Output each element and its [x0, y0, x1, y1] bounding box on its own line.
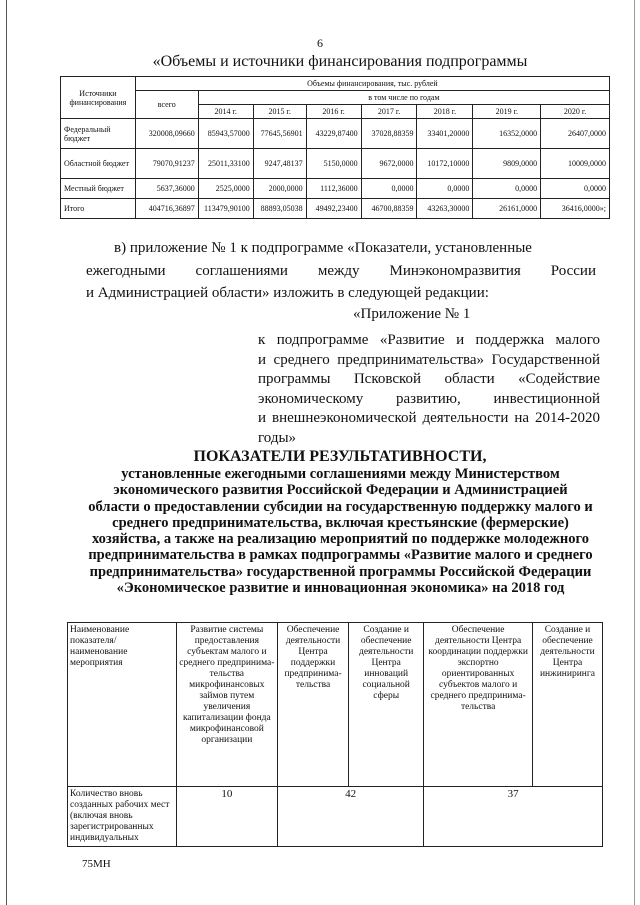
table-header-row: [68, 623, 603, 787]
fin-cell: 9247,48137: [253, 149, 306, 179]
ind-value: 10: [176, 787, 277, 847]
appendix-title: «Приложение № 1: [353, 306, 471, 322]
fin-row-source: Федеральный бюджет: [61, 119, 136, 149]
ind-value: 42: [278, 787, 424, 847]
page-number: 6: [317, 36, 323, 50]
fin-cell: 43229,87400: [306, 119, 361, 149]
fin-cell: 88893,05038: [253, 199, 306, 219]
ind-header: Обеспечение деятельности Центра поддержки предпринима-тельства: [278, 623, 349, 787]
fin-cell: 37028,88359: [361, 119, 417, 149]
indicators-subtitle: установленные ежегодными соглашениями между Министерством экономического развития Российской Федерации и Администрацией области о предоставлении субсидии на государственную поддержку малого и среднего предпринимательства, включая крестьянские (фермерские) хозяйства, а также на реализацию мероприятий по поддержке молодежного предпринимательства в рамках подпрограммы «Развитие малого и среднего предпринимательства» государственной программы Российской Федерации «Экономическое развитие и инновационная экономика» на 2018 год: [88, 466, 593, 597]
fin-cell: 10172,10000: [417, 149, 473, 179]
amendment-line-2: ежегодными соглашениями между Минэкономразвития России: [86, 263, 596, 279]
ind-value: 37: [424, 787, 603, 847]
fin-year: 2017 г.: [361, 105, 417, 119]
fin-cell: 5150,0000: [306, 149, 361, 179]
fin-row-source: Итого: [61, 199, 136, 219]
fin-cell: 33401,20000: [417, 119, 473, 149]
fin-cell: 5637,36000: [135, 179, 198, 199]
fin-cell: 79070,91237: [135, 149, 198, 179]
appendix-line: и среднего предпринимательства» Государственной: [258, 351, 600, 368]
fin-year: 2020 г.: [541, 105, 610, 119]
fin-cell: 9809,0000: [473, 149, 541, 179]
fin-cell: 46700,88359: [361, 199, 417, 219]
table-row: [61, 199, 610, 219]
fin-row-source: Областной бюджет: [61, 149, 136, 179]
ind-header: Обеспечение деятельности Центра координации поддержки экспортно ориентированных субъектов малого и среднего предпринима-тельства: [424, 623, 533, 787]
fin-cell: 10009,0000: [541, 149, 610, 179]
fin-cell: 0,0000: [417, 179, 473, 199]
appendix-line: годы»: [258, 429, 297, 446]
fin-cell: 113479,90100: [198, 199, 253, 219]
fin-cell: 36416,0000»;: [541, 199, 610, 219]
appendix-caption: [258, 331, 600, 448]
indicators-table: [67, 622, 603, 847]
fin-cell: 0,0000: [361, 179, 417, 199]
fin-cell: 85943,57000: [198, 119, 253, 149]
fin-cell: 2000,0000: [253, 179, 306, 199]
ind-header: Наименование показателя/ наименование мероприятия: [68, 623, 177, 787]
fin-cell: 49492,23400: [306, 199, 361, 219]
fin-cell: 1112,36000: [306, 179, 361, 199]
fin-cell: 43263,30000: [417, 199, 473, 219]
fin-row-source: Местный бюджет: [61, 179, 136, 199]
fin-header-total: всего: [135, 91, 198, 119]
footer-code: 75МН: [82, 858, 111, 870]
fin-year: 2014 г.: [198, 105, 253, 119]
amendment-line-1: в) приложение № 1 к подпрограмме «Показатели, установленные: [114, 240, 532, 256]
appendix-line: экономическому развитию, инвестиционной: [258, 390, 600, 407]
amendment-line-3: и Администрацией области» изложить в следующей редакции:: [86, 285, 489, 301]
table-row: [68, 787, 603, 847]
appendix-line: к подпрограмме «Развитие и поддержка малого: [258, 332, 600, 348]
fin-cell: 404716,36897: [135, 199, 198, 219]
fin-header-by-years: в том числе по годам: [198, 91, 609, 105]
ind-header: Развитие системы предоставления субъектам малого и среднего предпринима-тельства микрофинансовых займов путем увеличения капитализации фонда микрофинансовой организации: [176, 623, 277, 787]
fin-header-volumes: Объемы финансирования, тыс. рублей: [135, 77, 609, 91]
table-row: [61, 119, 610, 149]
ind-header: Создание и обеспечение деятельности Центра инжиниринга: [532, 623, 602, 787]
fin-header-source: Источники финансирования: [61, 77, 136, 119]
fin-year: 2015 г.: [253, 105, 306, 119]
fin-year: 2019 г.: [473, 105, 541, 119]
ind-header: Создание и обеспечение деятельности Центра инноваций социальной сферы: [349, 623, 424, 787]
ind-row-label: Количество вновь созданных рабочих мест (включая вновь зарегистрированных индивидуальных: [68, 787, 177, 847]
appendix-line: программы Псковской области «Содействие: [258, 371, 600, 387]
table-row: [61, 149, 610, 179]
indicators-title: ПОКАЗАТЕЛИ РЕЗУЛЬТАТИВНОСТИ,: [193, 448, 487, 465]
fin-cell: 77645,56901: [253, 119, 306, 149]
fin-cell: 9672,0000: [361, 149, 417, 179]
financing-table: [60, 76, 610, 219]
fin-cell: 26161,0000: [473, 199, 541, 219]
fin-cell: 26407,0000: [541, 119, 610, 149]
fin-year: 2018 г.: [417, 105, 473, 119]
table-row: [61, 179, 610, 199]
fin-cell: 16352,0000: [473, 119, 541, 149]
fin-year: 2016 г.: [306, 105, 361, 119]
fin-cell: 2525,0000: [198, 179, 253, 199]
fin-cell: 0,0000: [473, 179, 541, 199]
appendix-line: и внешнеэкономической деятельности на 2014-2020: [258, 410, 600, 426]
fin-cell: 320008,09660: [135, 119, 198, 149]
fin-cell: 25011,33100: [198, 149, 253, 179]
financing-heading: «Объемы и источники финансирования подпрограммы: [152, 53, 528, 70]
fin-cell: 0,0000: [541, 179, 610, 199]
